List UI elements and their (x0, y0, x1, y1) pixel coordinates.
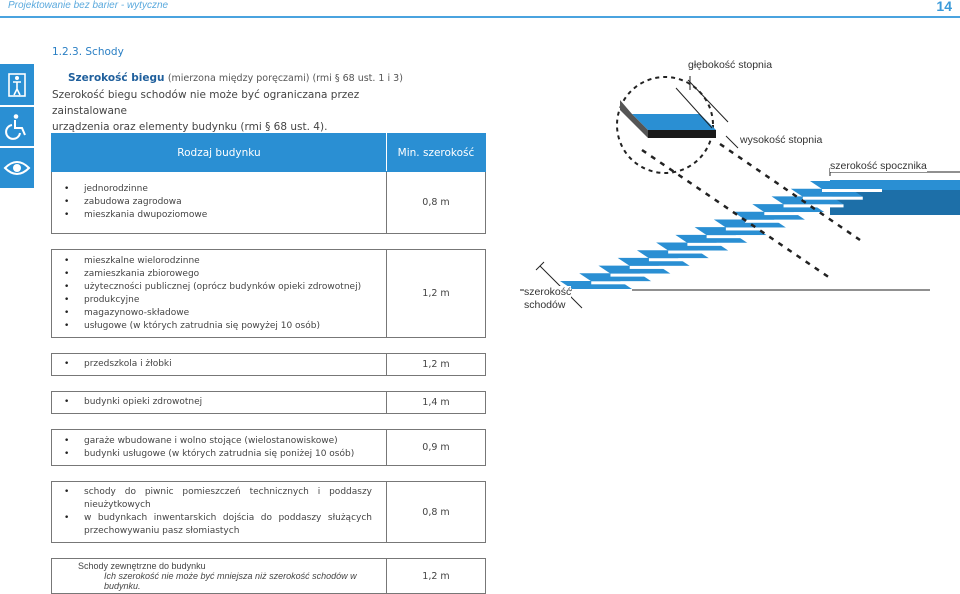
table-row (52, 482, 486, 543)
building-type-list (62, 183, 376, 222)
list-item: • jednorodzinne (62, 183, 376, 196)
stair-step-gap (572, 289, 632, 292)
list-item: • budynki usługowe (w których zatrudnia się poniżej 10 osób) (62, 448, 376, 461)
stair-step (810, 181, 882, 189)
stair-step-gap (630, 266, 690, 269)
min-width-value: 1,4 m (387, 392, 486, 414)
column-header-min-width: Min. szerokość (387, 134, 486, 172)
section-number: 1.2.3. Schody (52, 46, 124, 58)
label-stair-width-line1: szerokość (524, 286, 572, 298)
stair-step-gap (764, 212, 824, 215)
eye-icon (0, 149, 34, 187)
stair-step-gap (668, 251, 728, 254)
label-landing-width: szerokość spocznika (830, 160, 927, 172)
list-item: • schody do piwnic pomieszczeń technicznych i poddaszy nieużytkowych (62, 486, 376, 512)
list-item: • przedszkola i żłobki (62, 358, 376, 371)
min-width-value: 0,9 m (387, 430, 486, 466)
intro-paragraph (52, 70, 432, 135)
sidebar-separator (0, 146, 34, 148)
building-type-list (62, 255, 376, 333)
outside-stairs-note: Ich szerokość nie może być mniejsza niż szerokość schodów w budynku. (104, 571, 357, 591)
building-type-list (62, 358, 376, 371)
lead-term: Szerokość biegu (68, 72, 165, 84)
lead-note: (mierzona między poręczami) (rmi § 68 ust. 1 i 3) (167, 73, 403, 84)
building-type-list (62, 396, 376, 409)
stair-step-gap (822, 189, 882, 192)
stair-step-gap (649, 258, 709, 261)
list-item: • zamieszkania zbiorowego (62, 268, 376, 281)
list-item: • budynki opieki zdrowotnej (62, 396, 376, 409)
table-row (52, 172, 486, 234)
detail-step-riser (648, 130, 716, 138)
table-gap (52, 466, 486, 482)
min-width-value: 1,2 m (387, 559, 486, 594)
stair-diagram (500, 40, 960, 340)
intro-line: urządzenia oraz elementy budynku (rmi § 68 ust. 4). (52, 121, 328, 133)
table-gap (52, 376, 486, 392)
building-type-list (62, 435, 376, 461)
list-item: • zabudowa zagrodowa (62, 196, 376, 209)
list-item: • mieszkania dwupoziomowe (62, 209, 376, 222)
wheelchair-icon (0, 107, 34, 145)
accessibility-icon (0, 66, 34, 104)
label-stair-width-line2: schodów (524, 299, 566, 311)
table-row (52, 559, 486, 594)
list-item: • magazynowo-składowe (62, 307, 376, 320)
intro-line: Szerokość biegu schodów nie może być ograniczana przez zainstalowane (52, 89, 360, 117)
header-rule (0, 16, 960, 18)
table-row (52, 354, 486, 376)
stair-step-gap (610, 274, 670, 277)
min-width-value: 0,8 m (387, 482, 486, 543)
table-gap (52, 234, 486, 250)
stair-step-gap (745, 220, 805, 223)
min-width-value: 1,2 m (387, 354, 486, 376)
stair-step-gap (591, 281, 651, 284)
outside-stairs-title: Schody zewnętrzne do budynku (78, 561, 206, 571)
table-row (52, 250, 486, 338)
running-header: Projektowanie bez barier - wytyczne (8, 0, 169, 11)
sidebar (0, 64, 34, 188)
label-step-depth: głębokość stopnia (688, 59, 773, 71)
list-item: • produkcyjne (62, 294, 376, 307)
list-item: • usługowe (w których zatrudnia się powyżej 10 osób) (62, 320, 376, 333)
building-type-list (62, 486, 376, 538)
min-width-value: 0,8 m (387, 172, 486, 234)
list-item: • mieszkalne wielorodzinne (62, 255, 376, 268)
stair-width-table (51, 133, 486, 594)
stair-step-gap (726, 227, 786, 230)
list-item: • w budynkach inwentarskich dojścia do poddaszy służących przechowywaniu pasz słomiastych (62, 512, 376, 538)
page-number: 14 (936, 0, 952, 14)
height-leader (726, 136, 738, 148)
list-item: • użyteczności publicznej (oprócz budynków opieki zdrowotnej) (62, 281, 376, 294)
table-row (52, 430, 486, 466)
min-width-value: 1,2 m (387, 250, 486, 338)
stair-steps (560, 181, 882, 292)
column-header-building-type: Rodzaj budynku (52, 134, 387, 172)
table-gap (52, 543, 486, 559)
table-gap (52, 338, 486, 354)
label-step-height: wysokość stopnia (740, 134, 823, 146)
table-row (52, 392, 486, 414)
table-gap (52, 414, 486, 430)
stair-step-gap (687, 243, 747, 246)
stair-step-gap (707, 235, 767, 238)
list-item: • garaże wbudowane i wolno stojące (wielostanowiskowe) (62, 435, 376, 448)
stair-step-gap (803, 197, 863, 200)
